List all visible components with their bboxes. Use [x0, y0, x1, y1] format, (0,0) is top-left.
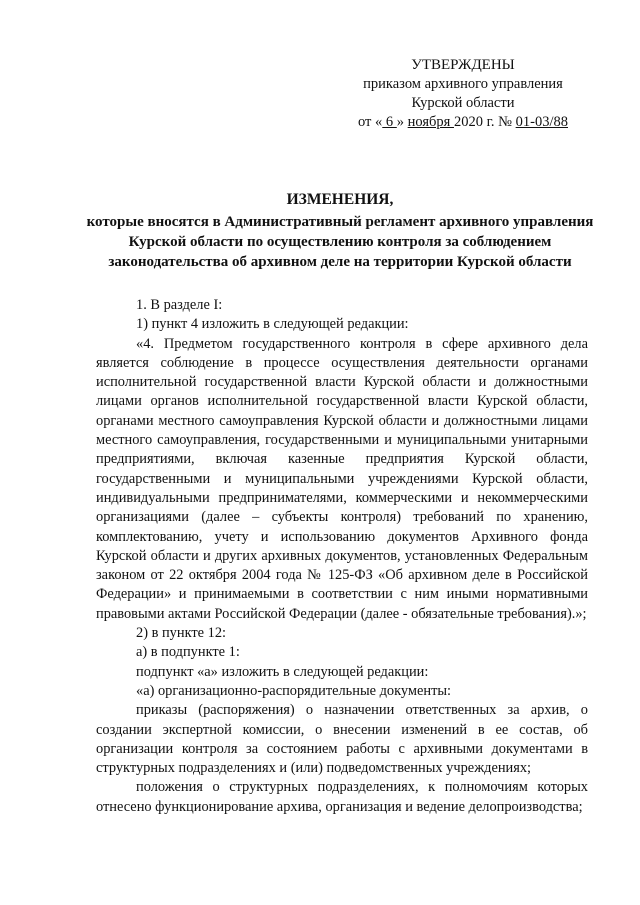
date-mid-2: 2020 г. №: [453, 114, 516, 130]
approval-line-2: Курской области: [411, 95, 515, 111]
approval-line-1: приказом архивного управления: [363, 76, 563, 92]
approval-date-line: [338, 113, 588, 132]
paragraph: подпункт «а» изложить в следующей редакции:: [136, 663, 429, 680]
date-day: 6: [382, 114, 397, 130]
paragraph: 1) пункт 4 изложить в следующей редакции:: [136, 316, 409, 333]
date-mid-1: »: [396, 114, 408, 130]
paragraph: 1. В разделе I:: [136, 297, 223, 313]
paragraph: «4. Предметом государственного контроля в сфере архивного дела является соблюдение в процессе осуществления деятельности органами исполнительной государственной власти Курской области и должностными лицами органов исполнительной государственной власти Курской области, органами местного самоуправления Курской области и должностными лицами местного самоуправления, государственными и муниципальными унитарными предприятиями, включая казенные предприятия Курской области, государственными и муниципальными учреждениями Курской области, индивидуальными предпринимателями, коммерческими и некоммерческими организациями (далее – субъекты контроля) требований по хранению, комплектованию, учету и использованию документов Архивного фонда Курской области и других архивных документов, установленных Федеральным законом от 22 октября 2004 года № 125-ФЗ «Об архивном деле в Российской Федерации» и принимаемыми в соответствии с ним иными нормативными правовыми актами Российской Федерации (далее - обязательные требования).»;: [96, 335, 588, 622]
date-prefix: от «: [358, 114, 383, 130]
document-heading: [80, 190, 600, 272]
paragraph: приказы (распоряжения) о назначении ответственных за архив, о создании экспертной комиссии, о внесении изменений в ее состав, об организации контроля за состоянием работы с архивными документами в структурных подразделениях и (или) подведомственных учреждениях;: [96, 702, 588, 777]
order-number: 01-03/88: [515, 114, 568, 130]
paragraph: «а) организационно-распорядительные документы:: [136, 682, 452, 699]
date-month: ноября: [407, 114, 454, 130]
paragraph: положения о структурных подразделениях, к полномочиям которых отнесено функционирование архива, организация и ведение делопроизводства;: [96, 779, 588, 815]
approval-stamp: [338, 56, 588, 132]
paragraph: а) в подпункте 1:: [136, 644, 240, 661]
heading-title: ИЗМЕНЕНИЯ,: [286, 191, 394, 208]
approval-title: УТВЕРЖДЕНЫ: [411, 57, 515, 73]
document-body: [96, 296, 588, 817]
heading-subtitle: которые вносятся в Административный регламент архивного управления Курской области по осуществлению контроля за соблюдением законодательства об архивном деле на территории Курской области: [86, 214, 594, 270]
paragraph: 2) в пункте 12:: [136, 625, 227, 642]
